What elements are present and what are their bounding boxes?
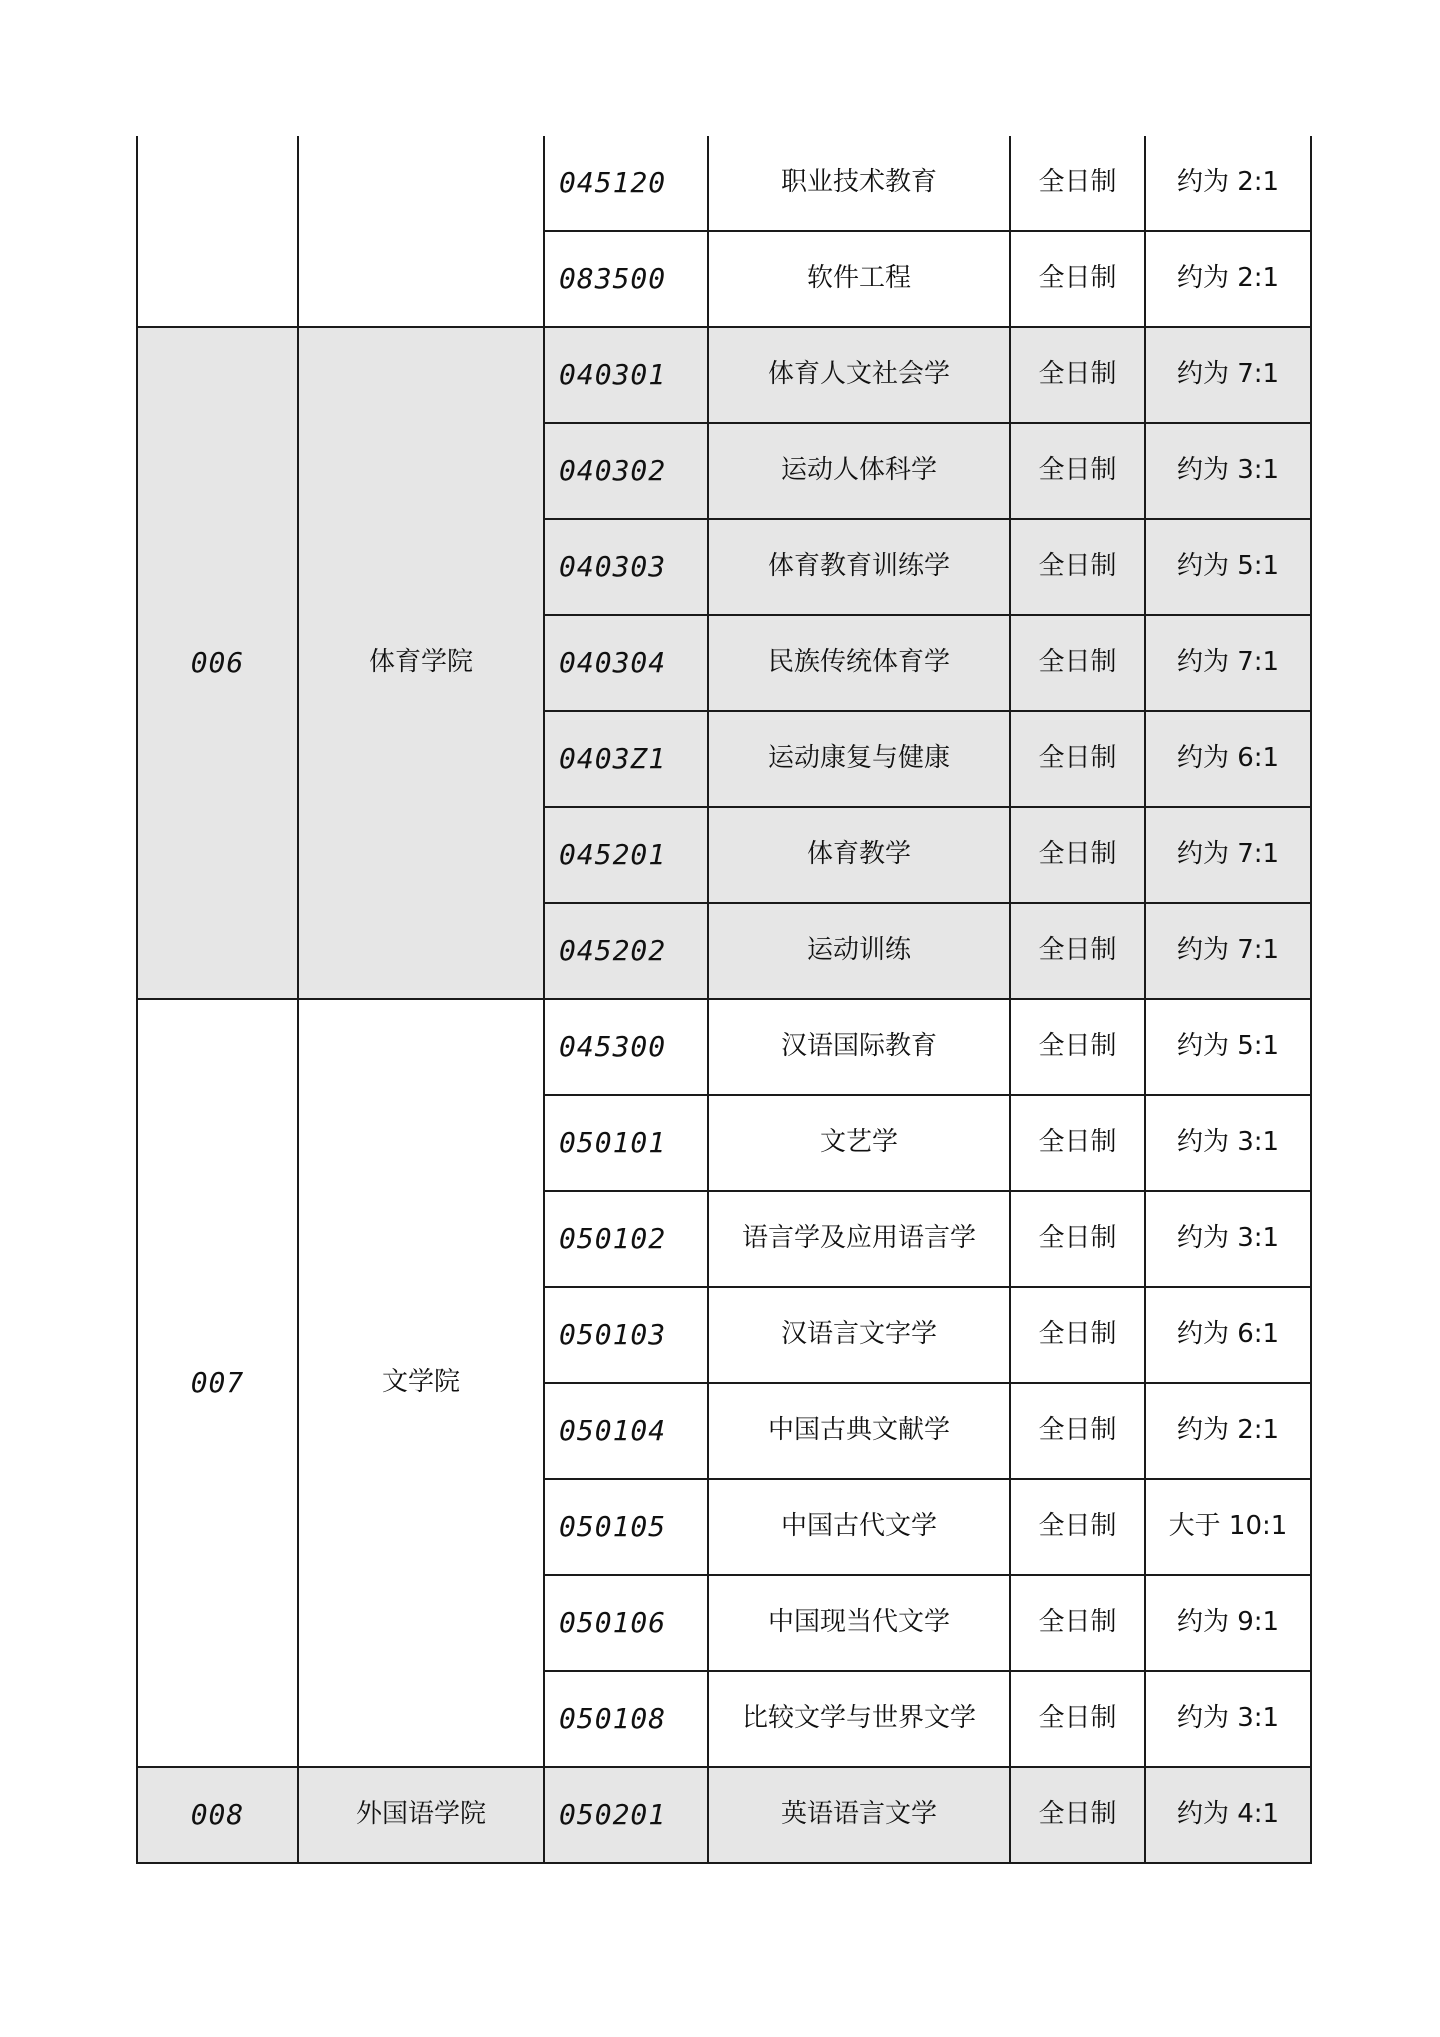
ratio-cell: 约为 3:1 bbox=[1145, 1671, 1311, 1767]
major-code-cell: 040302 bbox=[544, 423, 708, 519]
ratio-cell: 约为 6:1 bbox=[1145, 711, 1311, 807]
ratio-cell: 约为 9:1 bbox=[1145, 1575, 1311, 1671]
study-mode-cell: 全日制 bbox=[1010, 1671, 1145, 1767]
ratio-cell: 约为 2:1 bbox=[1145, 231, 1311, 327]
major-name-cell: 运动康复与健康 bbox=[708, 711, 1010, 807]
study-mode-cell: 全日制 bbox=[1010, 519, 1145, 615]
college-code-cell: 007 bbox=[137, 999, 298, 1767]
study-mode-cell: 全日制 bbox=[1010, 711, 1145, 807]
major-code-cell: 050104 bbox=[544, 1383, 708, 1479]
table-body bbox=[137, 136, 1311, 1863]
major-code-cell: 050105 bbox=[544, 1479, 708, 1575]
table-row bbox=[137, 327, 1311, 423]
major-name-cell: 文艺学 bbox=[708, 1095, 1010, 1191]
major-name-cell: 中国现当代文学 bbox=[708, 1575, 1010, 1671]
major-name-cell: 软件工程 bbox=[708, 231, 1010, 327]
ratio-cell: 约为 2:1 bbox=[1145, 1383, 1311, 1479]
ratio-cell: 约为 4:1 bbox=[1145, 1767, 1311, 1863]
major-name-cell: 运动训练 bbox=[708, 903, 1010, 999]
study-mode-cell: 全日制 bbox=[1010, 1095, 1145, 1191]
study-mode-cell: 全日制 bbox=[1010, 1767, 1145, 1863]
study-mode-cell: 全日制 bbox=[1010, 136, 1145, 231]
ratio-cell: 大于 10:1 bbox=[1145, 1479, 1311, 1575]
college-name-cell: 文学院 bbox=[298, 999, 544, 1767]
college-code-cell: 006 bbox=[137, 327, 298, 999]
major-name-cell: 职业技术教育 bbox=[708, 136, 1010, 231]
major-code-cell: 050101 bbox=[544, 1095, 708, 1191]
major-name-cell: 汉语国际教育 bbox=[708, 999, 1010, 1095]
ratio-cell: 约为 5:1 bbox=[1145, 519, 1311, 615]
study-mode-cell: 全日制 bbox=[1010, 1383, 1145, 1479]
major-name-cell: 英语语言文学 bbox=[708, 1767, 1010, 1863]
college-name-cell: 体育学院 bbox=[298, 327, 544, 999]
ratio-cell: 约为 7:1 bbox=[1145, 615, 1311, 711]
study-mode-cell: 全日制 bbox=[1010, 327, 1145, 423]
ratio-cell: 约为 3:1 bbox=[1145, 1095, 1311, 1191]
major-code-cell: 040304 bbox=[544, 615, 708, 711]
study-mode-cell: 全日制 bbox=[1010, 1479, 1145, 1575]
college-name-cell: 外国语学院 bbox=[298, 1767, 544, 1863]
table-row bbox=[137, 136, 1311, 231]
study-mode-cell: 全日制 bbox=[1010, 999, 1145, 1095]
major-code-cell: 045201 bbox=[544, 807, 708, 903]
major-name-cell: 体育人文社会学 bbox=[708, 327, 1010, 423]
college-code-cell: 008 bbox=[137, 1767, 298, 1863]
major-code-cell: 050201 bbox=[544, 1767, 708, 1863]
major-code-cell: 045300 bbox=[544, 999, 708, 1095]
major-name-cell: 比较文学与世界文学 bbox=[708, 1671, 1010, 1767]
ratio-cell: 约为 3:1 bbox=[1145, 423, 1311, 519]
major-name-cell: 民族传统体育学 bbox=[708, 615, 1010, 711]
study-mode-cell: 全日制 bbox=[1010, 231, 1145, 327]
major-name-cell: 汉语言文字学 bbox=[708, 1287, 1010, 1383]
study-mode-cell: 全日制 bbox=[1010, 1575, 1145, 1671]
major-name-cell: 运动人体科学 bbox=[708, 423, 1010, 519]
study-mode-cell: 全日制 bbox=[1010, 615, 1145, 711]
major-code-cell: 050106 bbox=[544, 1575, 708, 1671]
college-code-cell bbox=[137, 136, 298, 327]
ratio-cell: 约为 7:1 bbox=[1145, 807, 1311, 903]
admission-ratio-table bbox=[136, 136, 1312, 1864]
study-mode-cell: 全日制 bbox=[1010, 807, 1145, 903]
college-name-cell bbox=[298, 136, 544, 327]
major-name-cell: 中国古代文学 bbox=[708, 1479, 1010, 1575]
major-code-cell: 040303 bbox=[544, 519, 708, 615]
study-mode-cell: 全日制 bbox=[1010, 903, 1145, 999]
ratio-cell: 约为 7:1 bbox=[1145, 327, 1311, 423]
study-mode-cell: 全日制 bbox=[1010, 423, 1145, 519]
major-name-cell: 体育教学 bbox=[708, 807, 1010, 903]
major-code-cell: 050103 bbox=[544, 1287, 708, 1383]
ratio-cell: 约为 6:1 bbox=[1145, 1287, 1311, 1383]
ratio-cell: 约为 2:1 bbox=[1145, 136, 1311, 231]
major-code-cell: 083500 bbox=[544, 231, 708, 327]
major-code-cell: 045202 bbox=[544, 903, 708, 999]
table-row bbox=[137, 1767, 1311, 1863]
major-code-cell: 050102 bbox=[544, 1191, 708, 1287]
major-name-cell: 中国古典文献学 bbox=[708, 1383, 1010, 1479]
study-mode-cell: 全日制 bbox=[1010, 1191, 1145, 1287]
ratio-cell: 约为 3:1 bbox=[1145, 1191, 1311, 1287]
ratio-cell: 约为 7:1 bbox=[1145, 903, 1311, 999]
major-code-cell: 040301 bbox=[544, 327, 708, 423]
major-name-cell: 体育教育训练学 bbox=[708, 519, 1010, 615]
major-code-cell: 050108 bbox=[544, 1671, 708, 1767]
ratio-cell: 约为 5:1 bbox=[1145, 999, 1311, 1095]
major-code-cell: 045120 bbox=[544, 136, 708, 231]
table-row bbox=[137, 999, 1311, 1095]
major-name-cell: 语言学及应用语言学 bbox=[708, 1191, 1010, 1287]
study-mode-cell: 全日制 bbox=[1010, 1287, 1145, 1383]
major-code-cell: 0403Z1 bbox=[544, 711, 708, 807]
